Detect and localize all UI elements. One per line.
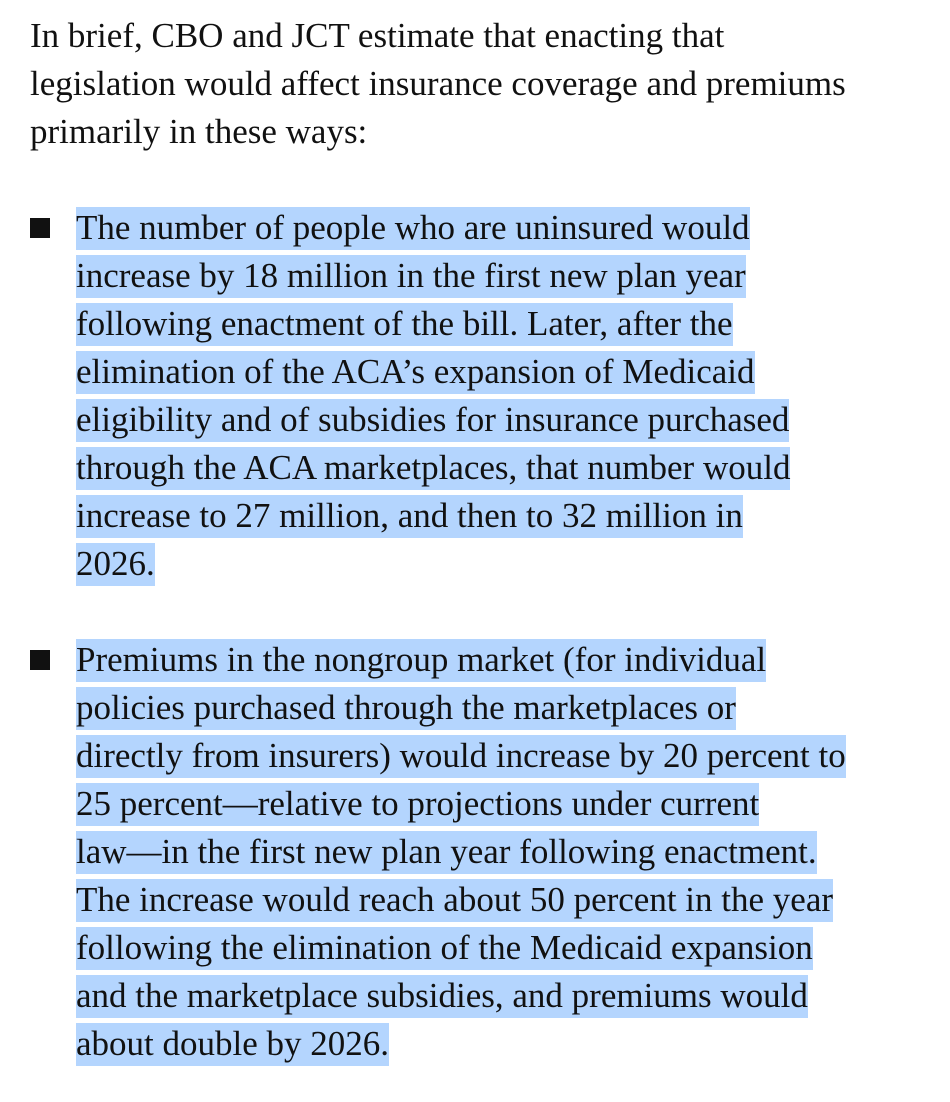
highlighted-text-line[interactable]: elimination of the ACA’s expansion of Medicaid: [76, 351, 755, 394]
highlighted-text-line[interactable]: The number of people who are uninsured would: [76, 207, 750, 250]
square-bullet-icon: [30, 650, 50, 670]
highlighted-text-line[interactable]: Premiums in the nongroup market (for individual: [76, 639, 766, 682]
bullet-item-premiums: [30, 636, 930, 1068]
intro-paragraph: [30, 12, 930, 156]
highlighted-text-line[interactable]: policies purchased through the marketplaces or: [76, 687, 736, 730]
bullet-item-uninsured: [30, 204, 930, 588]
highlighted-text-line[interactable]: The increase would reach about 50 percent in the year: [76, 879, 833, 922]
highlighted-text-line[interactable]: following the elimination of the Medicaid expansion: [76, 927, 813, 970]
highlighted-text-line[interactable]: law—in the first new plan year following enactment.: [76, 831, 817, 874]
highlighted-text-line[interactable]: increase by 18 million in the first new plan year: [76, 255, 746, 298]
intro-line: primarily in these ways:: [30, 112, 368, 151]
highlighted-text-line[interactable]: 2026.: [76, 543, 155, 586]
highlighted-text-line[interactable]: eligibility and of subsidies for insurance purchased: [76, 399, 789, 442]
intro-line: In brief, CBO and JCT estimate that enacting that: [30, 16, 725, 55]
highlighted-text-line[interactable]: directly from insurers) would increase by 20 percent to: [76, 735, 846, 778]
document-excerpt: [30, 12, 930, 1068]
highlighted-text-line[interactable]: through the ACA marketplaces, that number would: [76, 447, 790, 490]
highlighted-text-line[interactable]: about double by 2026.: [76, 1023, 389, 1066]
highlighted-text-line[interactable]: increase to 27 million, and then to 32 million in: [76, 495, 743, 538]
highlighted-text-line[interactable]: following enactment of the bill. Later, after the: [76, 303, 733, 346]
square-bullet-icon: [30, 218, 50, 238]
highlighted-text-line[interactable]: 25 percent—relative to projections under current: [76, 783, 759, 826]
intro-line: legislation would affect insurance coverage and premiums: [30, 64, 846, 103]
highlighted-text-line[interactable]: and the marketplace subsidies, and premiums would: [76, 975, 808, 1018]
